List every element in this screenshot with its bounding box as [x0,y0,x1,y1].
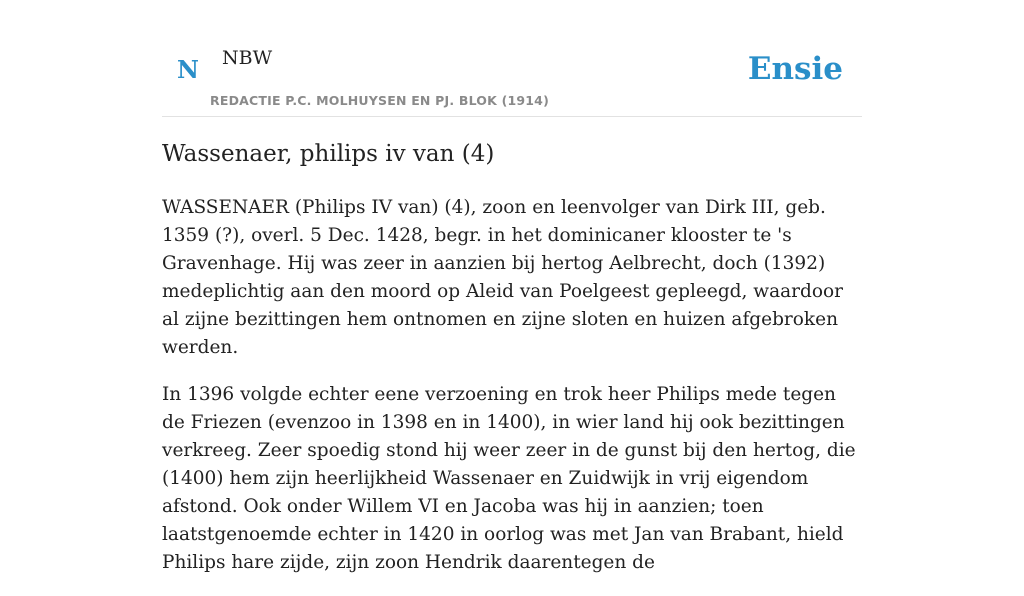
article-paragraph: In 1396 volgde echter eene verzoening en trok heer Philips mede tegen de Friezen (evenzoo in 1398 en in 1400), in wier land hij ook bezittingen verkreeg. Zeer spoedig stond hij weer zeer in de gunst bij den hertog, die (1400) hem zijn heerlijkheid Wassenaer en Zuidwijk in vrij eigendom afstond. Ook onder Willem VI en Jacoba was hij in aanzien; toen laatstgenoemde echter in 1420 in oorlog was met Jan van Brabant, hield Philips hare zijde, zijn zoon Hendrik daarentegen de [162,384,856,573]
brand-logo[interactable]: Ensie [747,51,843,87]
source-name[interactable]: NBW [222,47,273,69]
article [162,137,864,596]
source-logo[interactable]: N [177,55,199,84]
header [162,0,862,117]
page-title: Wassenaer, philips iv van (4) [162,141,495,167]
article-paragraph: WASSENAER (Philips IV van) (4), zoon en leenvolger van Dirk III, geb. 1359 (?), overl. 5 Dec. 1428, begr. in het dominicaner klooster te 's Gravenhage. Hij was zeer in aanzien bij hertog Aelbrecht, doch (1392) medeplichtig aan den moord op Aleid van Poelgeest gepleegd, waardoor al zijne bezittingen hem ontnomen en zijne sloten en huizen afgebroken werden. [162,197,843,358]
source-subtitle: REDACTIE P.C. MOLHUYSEN EN PJ. BLOK (1914) [210,93,549,108]
